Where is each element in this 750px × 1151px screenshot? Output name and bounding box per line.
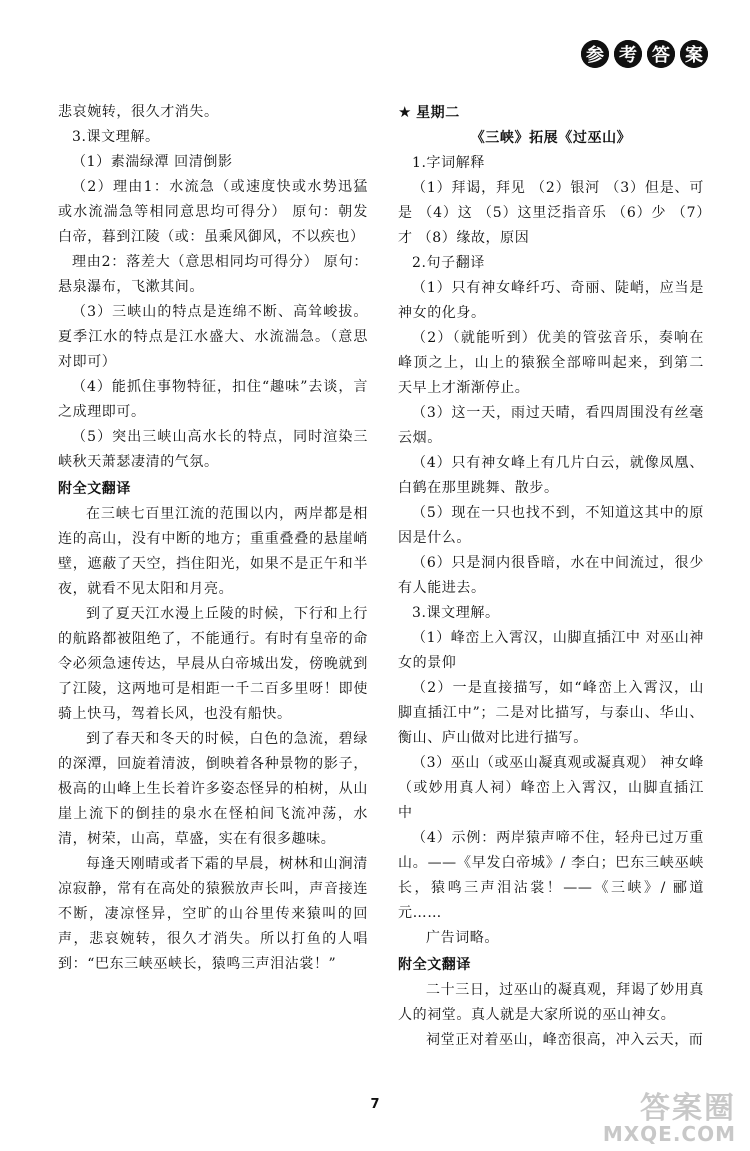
answer-item: （5）现在一只也找不到，不知道这其中的原因是什么。 [398,505,704,546]
badge-char: 考 [614,40,642,68]
answer-item: （3）这一天，雨过天晴，看四周围没有丝毫云烟。 [398,405,704,446]
right-column [398,100,704,1053]
translation-paragraph: 到了春天和冬天的时候，白色的急流，碧绿的深潭，回旋着清波，倒映着各种景物的影子，极高的山峰上生长着许多姿态怪异的柏树，从山崖上流下的倒挂的泉水在怪柏间飞流冲荡，水清，树荣，山高，草盛，实在有很多趣味。 [58,731,368,847]
answer-item: （6）只是洞内很昏暗，水在中间流过，很少有人能进去。 [398,555,704,596]
section-heading: 2.句子翻译 [412,255,485,271]
answer-item: （4）能抓住事物特征，扣住“趣味”去谈，言之成理即可。 [58,379,368,420]
watermark-url: MXQE.COM [602,1122,736,1146]
answer-item: （2）理由1：水流急（或速度快或水势迅猛或水流湍急等相同意思均可得分） 原句：朝发白帝，暮到江陵（或：虽乘风御风，不以疾也） [58,179,368,245]
answer-item: （2）（就能听到）优美的管弦音乐，奏响在峰顶之上，山上的猿猴全部啼叫起来，到第二天早上才渐渐停止。 [398,330,704,396]
day-heading [398,100,704,126]
day-label: 星期二 [416,105,460,121]
answer-item: （3）三峡山的特点是连绵不断、高耸峻拔。夏季江水的特点是江水盛大、水流湍急。（意思对即可） [58,304,368,370]
site-watermark [602,1090,736,1146]
translation-paragraph: 祠堂正对着巫山，峰峦很高，冲入云天，而 [426,1032,704,1048]
translation-paragraph: 二十三日，过巫山的凝真观，拜谒了妙用真人的祠堂。真人就是大家所说的巫山神女。 [398,982,704,1023]
answer-item: （1）拜谒，拜见 （2）银河 （3）但是、可是 （4）这 （5）这里泛指音乐 （6）少 （7）才 （8）缘故，原因 [398,180,704,246]
translation-paragraph: 每逢天刚晴或者下霜的早晨，树林和山涧清凉寂静，常有在高处的猿猴放声长叫，声音接连不断，凄凉怪异，空旷的山谷里传来猿叫的回声，悲哀婉转，很久才消失。所以打鱼的人唱到：“巴东三峡巫峡长，猿鸣三声泪沾裳！” [58,856,368,972]
page-number: 7 [370,1097,380,1112]
answer-item: （2）一是直接描写，如“峰峦上入霄汉，山脚直插江中”；二是对比描写，与泰山、华山、衡山、庐山做对比进行描写。 [398,680,704,746]
answer-item: （4）只有神女峰上有几片白云，就像凤凰、白鹤在那里跳舞、散步。 [398,455,704,496]
answer-item: （1）素湍绿潭 回清倒影 [72,154,233,170]
reference-answer-badge [581,40,708,68]
watermark-logo-text: 答案圈 [640,1090,736,1126]
section-heading: 3.课文理解。 [72,129,160,145]
answer-item: 理由2：落差大（意思相同均可得分） 原句：悬泉瀑布，飞漱其间。 [58,254,368,295]
left-column [58,100,368,977]
badge-char: 答 [647,40,675,68]
answer-item: 广告词略。 [426,930,499,946]
answer-item: （5）突出三峡山高水长的特点，同时渲染三峡秋天萧瑟凄清的气氛。 [58,429,368,470]
answer-item: （1）只有神女峰纤巧、奇丽、陡峭，应当是神女的化身。 [398,280,704,321]
answer-item: （1）峰峦上入霄汉，山脚直插江中 对巫山神女的景仰 [398,630,704,671]
answer-item: （3）巫山（或巫山凝真观或凝真观） 神女峰（或妙用真人祠）峰峦上入霄汉，山脚直插江中 [398,755,704,821]
badge-char: 参 [581,40,609,68]
badge-char: 案 [680,40,708,68]
translation-paragraph: 在三峡七百里江流的范围以内，两岸都是相连的高山，没有中断的地方；重重叠叠的悬崖峭壁，遮蔽了天空，挡住阳光，如果不是正午和半夜，就看不见太阳和月亮。 [58,506,368,597]
section-heading: 1.字词解释 [412,155,485,171]
answer-item: （4）示例：两岸猿声啼不住，轻舟已过万重山。——《早发白帝城》/ 李白；巴东三峡巫峡长，猿鸣三声泪沾裳！——《三峡》/ 郦道元…… [398,830,704,921]
star-icon: ★ [398,103,413,121]
translation-heading: 附全文翻译 [58,481,131,497]
section-heading: 3.课文理解。 [412,605,500,621]
section-title: 《三峡》拓展《过巫山》 [470,130,632,146]
text-line: 悲哀婉转，很久才消失。 [58,104,219,120]
translation-heading: 附全文翻译 [398,957,471,973]
translation-paragraph: 到了夏天江水漫上丘陵的时候，下行和上行的航路都被阻绝了，不能通行。有时有皇帝的命令必须急速传达，早晨从白帝城出发，傍晚就到了江陵，这两地可是相距一千二百多里呀！即使骑上快马，驾着长风，也没有船快。 [58,606,368,722]
